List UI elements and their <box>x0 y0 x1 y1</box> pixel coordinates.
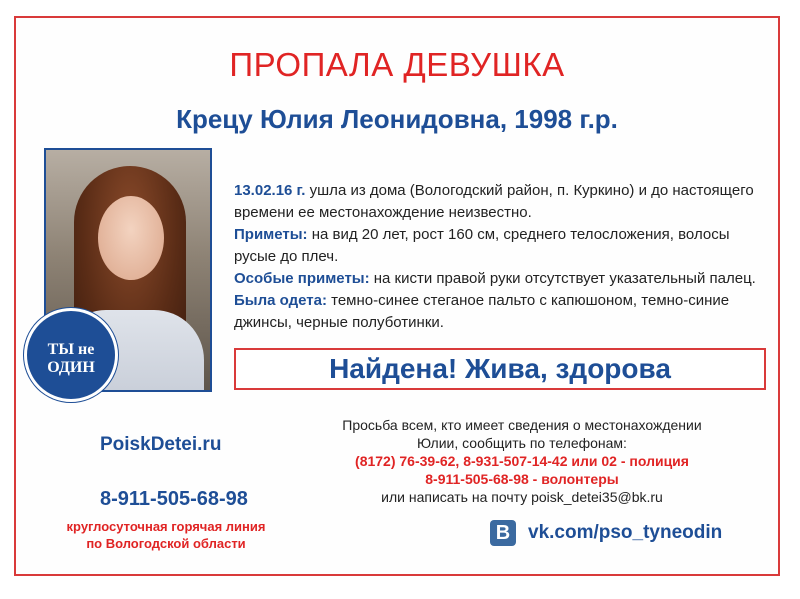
contact-request <box>284 416 760 506</box>
date-label: 13.02.16 г. <box>234 182 306 199</box>
person-name: Крецу Юлия Леонидовна, 1998 г.р. <box>176 104 618 134</box>
emblem-text: ТЫ не ОДИН <box>47 341 95 376</box>
photo-face <box>98 196 164 280</box>
signs-label: Приметы: <box>234 226 308 243</box>
person-description <box>234 180 764 334</box>
hotline-caption <box>30 518 302 552</box>
missing-person-poster <box>14 16 780 576</box>
request-line2: Юлии, сообщить по телефонам: <box>417 435 627 451</box>
request-line1: Просьба всем, кто имеет сведения о местонахождении <box>342 417 702 433</box>
search-team-emblem <box>24 308 118 402</box>
vk-link[interactable] <box>490 518 722 548</box>
date-text: ушла из дома (Вологодский район, п. Куркино) и до настоящего времени ее местонахождение неизвестно. <box>234 182 754 221</box>
vk-url[interactable]: vk.com/pso_tyneodin <box>528 522 723 543</box>
website-link[interactable]: PoiskDetei.ru <box>100 434 222 455</box>
volunteer-phone[interactable]: 8-911-505-68-98 - волонтеры <box>425 471 619 487</box>
signs-line <box>234 224 764 268</box>
special-signs-line <box>234 268 764 290</box>
hotline-caption-line2: по Вологодской области <box>86 536 246 551</box>
email-line[interactable]: или написать на почту poisk_detei35@bk.ru <box>381 489 663 505</box>
poster-title: ПРОПАЛА ДЕВУШКА <box>229 46 565 83</box>
police-phones[interactable]: (8172) 76-39-62, 8-931-507-14-42 или 02 - полиция <box>355 453 689 469</box>
signs-text: на вид 20 лет, рост 160 см, среднего телосложения, волосы русые до плеч. <box>234 226 730 265</box>
vk-logo-icon: В <box>490 520 516 546</box>
special-signs-text: на кисти правой руки отсутствует указательный палец. <box>369 270 756 287</box>
clothes-line <box>234 290 764 334</box>
clothes-label: Была одета: <box>234 292 327 309</box>
clothes-text: темно-синее стеганое пальто с капюшоном, темно-синие джинсы, черные полуботинки. <box>234 292 730 331</box>
hotline-phone[interactable]: 8-911-505-68-98 <box>100 488 248 510</box>
found-status-banner: Найдена! Жива, здорова <box>234 348 766 390</box>
special-signs-label: Особые приметы: <box>234 270 370 287</box>
date-line <box>234 180 764 224</box>
hotline-caption-line1: круглосуточная горячая линия <box>66 519 266 534</box>
